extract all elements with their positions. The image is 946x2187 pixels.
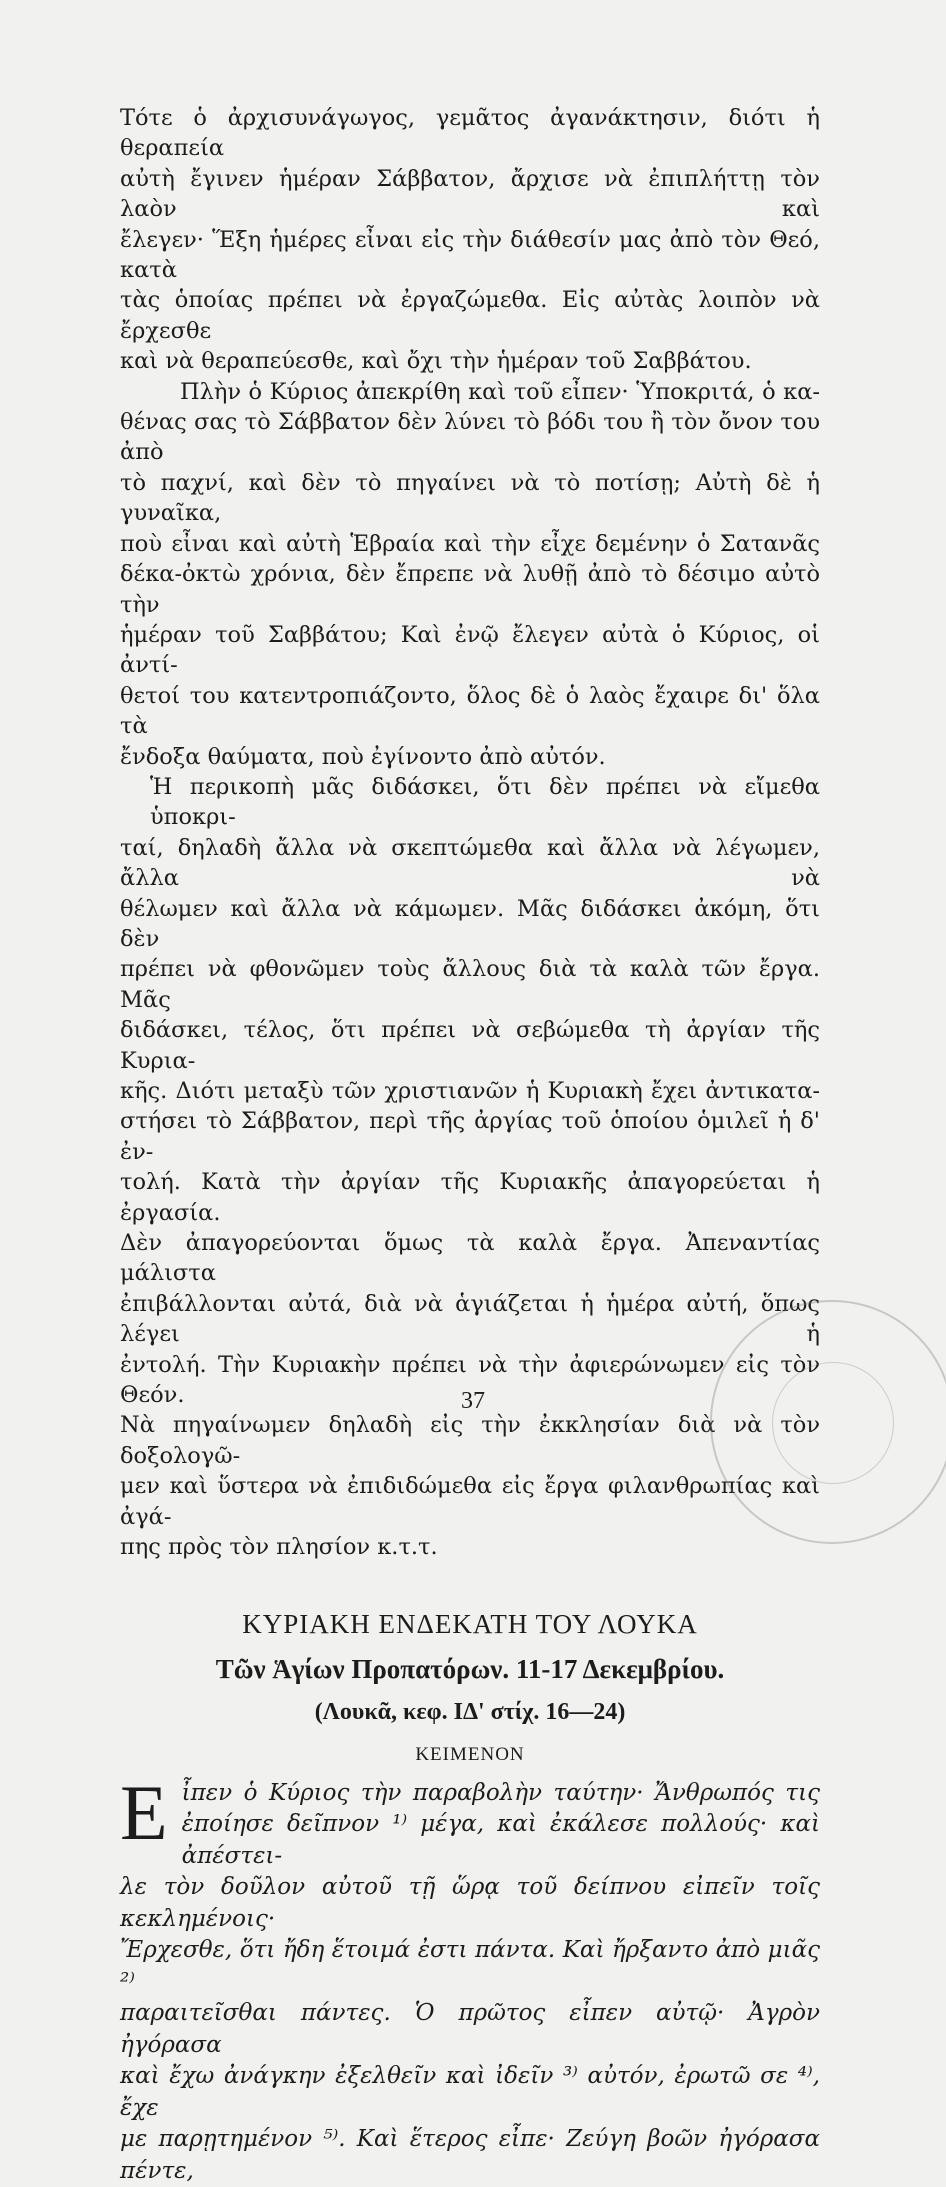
text-line: Νὰ πηγαίνωμεν δηλαδὴ εἰς τὴν ἐκκλησίαν διὰ νὰ τὸν δοξολογῶ- xyxy=(120,1410,820,1471)
text-line: ἐποίησε δεῖπνον ¹⁾ μέγα, καὶ ἐκάλεσε πολλούς· καὶ ἀπέστει- xyxy=(120,1809,820,1872)
library-stamp xyxy=(710,1300,946,1544)
text-line: δέκα-ὀκτὼ χρόνια, δὲν ἔπρεπε νὰ λυθῇ ἀπὸ τὸ δέσιμο αὐτὸ τὴν xyxy=(120,559,820,620)
text-line: διδάσκει, τέλος, ὅτι πρέπει νὰ σεβώμεθα τὴ ἀργίαν τῆς Κυρια- xyxy=(120,1015,820,1076)
drop-cap: Ε xyxy=(120,1782,168,1844)
page-number: 37 xyxy=(0,1388,946,1415)
text-line: ἡμέραν τοῦ Σαββάτου; Καὶ ἐνῷ ἔλεγεν αὐτὰ ὁ Κύριος, οἱ ἀντί- xyxy=(120,620,820,681)
text-line: θέλωμεν καὶ ἄλλα νὰ κάμωμεν. Μᾶς διδάσκει ἀκόμη, ὅτι δὲν xyxy=(120,894,820,955)
text-line: Ἔρχεσθε, ὅτι ἤδη ἕτοιμά ἐστι πάντα. Καὶ ἤρξαντο ἀπὸ μιᾶς ²⁾ xyxy=(120,1935,820,1998)
sermon-paragraph-1 xyxy=(120,103,820,377)
text-line: ἶπεν ὁ Κύριος τὴν παραβολὴν ταύτην· Ἄνθρωπός τις xyxy=(120,1778,820,1810)
text-line: τὸ παχνί, καὶ δὲν τὸ πηγαίνει νὰ τὸ ποτίσῃ; Αὐτὴ δὲ ἡ γυναῖκα, xyxy=(120,468,820,529)
text-line: ποὺ εἶναι καὶ αὐτὴ Ἑβραία καὶ τὴν εἶχε δεμένην ὁ Σατανᾶς xyxy=(120,529,820,559)
text-line: παραιτεῖσθαι πάντες. Ὁ πρῶτος εἶπεν αὐτῷ· Ἀγρὸν ἠγόρασα xyxy=(120,1998,820,2061)
text-line: ταί, δηλαδὴ ἄλλα νὰ σκεπτώμεθα καὶ ἄλλα νὰ λέγωμεν, ἄλλα νὰ xyxy=(120,833,820,894)
text-line: καὶ νὰ θεραπεύεσθε, καὶ ὄχι τὴν ἡμέραν τοῦ Σαββάτου. xyxy=(120,346,820,376)
text-line: μεν καὶ ὕστερα νὰ ἐπιδιδώμεθα εἰς ἔργα φιλανθρωπίας καὶ ἀγά- xyxy=(120,1471,820,1532)
stamp-inner-ring xyxy=(772,1362,894,1484)
page-body xyxy=(120,103,820,2187)
text-line: Δὲν ἀπαγορεύονται ὅμως τὰ καλὰ ἔργα. Ἀπεναντίας μάλιστα xyxy=(120,1228,820,1289)
text-line: ἔλεγεν· Ἕξη ἡμέρες εἶναι εἰς τὴν διάθεσίν μας ἀπὸ τὸν Θεό, κατὰ xyxy=(120,225,820,286)
text-line: Τότε ὁ ἀρχισυνάγωγος, γεμᾶτος ἀγανάκτησιν, διότι ἡ θεραπεία xyxy=(120,103,820,164)
sermon-paragraph-2 xyxy=(120,377,820,772)
text-line: με παρῃτημένον ⁵⁾. Καὶ ἕτερος εἶπε· Ζεύγη βοῶν ἠγόρασα πέντε, xyxy=(120,2124,820,2187)
section-subtitle: Τῶν Ἁγίων Προπατόρων. 11-17 Δεκεμβρίου. xyxy=(120,1654,820,1685)
text-line: τὰς ὁποίας πρέπει νὰ ἐργαζώμεθα. Εἰς αὐτὰς λοιπὸν νὰ ἔρχεσθε xyxy=(120,285,820,346)
gospel-text xyxy=(120,1778,820,2187)
text-line: ἔνδοξα θαύματα, ποὺ ἐγίνοντο ἀπὸ αὐτόν. xyxy=(120,742,820,772)
text-line: πρέπει νὰ φθονῶμεν τοὺς ἄλλους διὰ τὰ καλὰ τῶν ἔργα. Μᾶς xyxy=(120,954,820,1015)
text-line: ἐντολή. Τὴν Κυριακὴν πρέπει νὰ τὴν ἀφιερώνωμεν εἰς τὸν Θεόν. xyxy=(120,1350,820,1411)
text-label: ΚΕΙΜΕΝΟΝ xyxy=(120,1744,820,1766)
text-line: καὶ ἔχω ἀνάγκην ἐξελθεῖν καὶ ἰδεῖν ³⁾ αὐτόν, ἐρωτῶ σε ⁴⁾, ἔχε xyxy=(120,2061,820,2124)
text-line: τολή. Κατὰ τὴν ἀργίαν τῆς Κυριακῆς ἀπαγορεύεται ἡ ἐργασία. xyxy=(120,1167,820,1228)
text-line: πης πρὸς τὸν πλησίον κ.τ.τ. xyxy=(120,1532,820,1562)
section-title: ΚΥΡΙΑΚΗ ΕΝΔΕΚΑΤΗ ΤΟΥ ΛΟΥΚΑ xyxy=(120,1609,820,1640)
text-line: Ἡ περικοπὴ μᾶς διδάσκει, ὅτι δὲν πρέπει νὰ εἴμεθα ὑποκρι- xyxy=(120,772,820,833)
scripture-reference: (Λουκᾶ, κεφ. ΙΔ' στίχ. 16—24) xyxy=(120,1699,820,1726)
text-line: θετοί του κατεντροπιάζοντο, ὅλος δὲ ὁ λαὸς ἔχαιρε δι' ὅλα τὰ xyxy=(120,681,820,742)
text-line: ἐπιβάλλονται αὐτά, διὰ νὰ ἁγιάζεται ἡ ἡμέρα αὐτή, ὅπως λέγει ἡ xyxy=(120,1289,820,1350)
text-line: λε τὸν δοῦλον αὐτοῦ τῇ ὥρᾳ τοῦ δείπνου εἰπεῖν τοῖς κεκλημένοις· xyxy=(120,1872,820,1935)
text-line: Πλὴν ὁ Κύριος ἀπεκρίθη καὶ τοῦ εἶπεν· Ὑποκριτά, ὁ κα- xyxy=(120,377,820,407)
text-line: κῆς. Διότι μεταξὺ τῶν χριστιανῶν ἡ Κυριακὴ ἔχει ἀντικατα- xyxy=(120,1076,820,1106)
text-line: στήσει τὸ Σάββατον, περὶ τῆς ἀργίας τοῦ ὁποίου ὁμιλεῖ ἡ δ' ἐν- xyxy=(120,1106,820,1167)
text-line: θένας σας τὸ Σάββατον δὲν λύνει τὸ βόδι του ἢ τὸν ὄνον του ἀπὸ xyxy=(120,407,820,468)
text-line: αὐτὴ ἔγινεν ἡμέραν Σάββατον, ἄρχισε νὰ ἐπιπλήττῃ τὸν λαὸν καὶ xyxy=(120,164,820,225)
